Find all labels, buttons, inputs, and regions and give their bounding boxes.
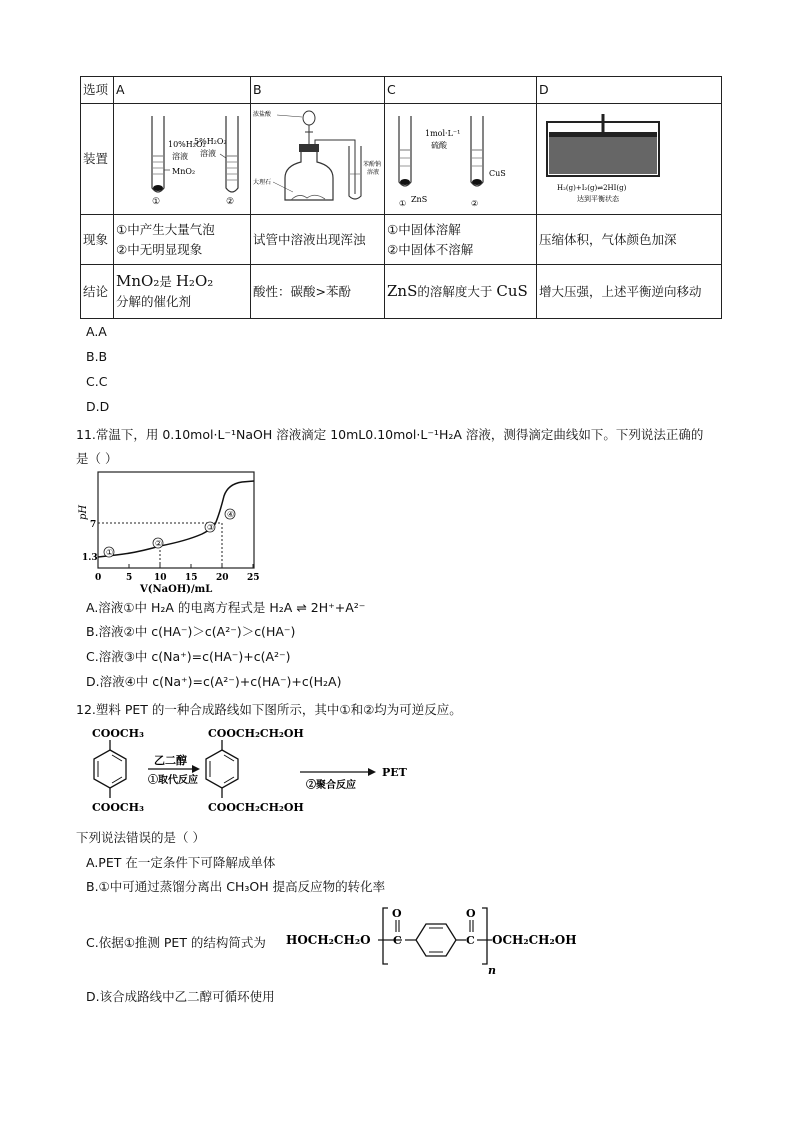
q12-stem: 12.塑料 PET 的一种合成路线如下图所示，其中①和②均为可逆反应。 <box>76 702 462 717</box>
repeat-n: n <box>488 964 496 976</box>
a-tube2-label1: 5%H₂O₂ <box>194 137 227 146</box>
pet-left-group: HOCH₂CH₂O <box>286 933 371 947</box>
row-label-device: 装置 <box>81 104 114 215</box>
row-label-conclusion: 结论 <box>81 265 114 319</box>
a-tube1-label1: 10%H₂O₂ <box>168 140 206 149</box>
conclusion-a2: 分解的催化剂 <box>116 294 192 309</box>
reactant-bottom: COOCH₃ <box>92 801 144 814</box>
oxygen-right: O <box>466 907 476 920</box>
q12-option-b[interactable]: B.①中可通过蒸馏分离出 CH₃OH 提高反应物的转化率 <box>86 879 386 894</box>
step1: ①取代反应 <box>148 775 198 786</box>
header-c: C <box>385 77 537 104</box>
conclusion-c <box>385 265 537 319</box>
phenomenon-c1: ①中固体溶解 <box>387 221 461 237</box>
options-table <box>80 76 722 319</box>
phenomenon-c <box>385 215 537 265</box>
a-tube1-label2: 溶液 <box>172 152 188 161</box>
carbon-right: C <box>466 934 475 947</box>
pet-structure-formula <box>286 904 586 976</box>
xtick-20: 20 <box>216 573 229 583</box>
q11-stem-line2: 是（ ） <box>76 451 118 466</box>
q10-option-c[interactable]: C.C <box>86 374 108 389</box>
titration-chart <box>76 466 266 596</box>
conclusion-a-h2o2: H₂O₂ <box>175 272 214 290</box>
device-row <box>81 104 722 215</box>
header-d: D <box>537 77 722 104</box>
conclusion-row <box>81 265 722 319</box>
conclusion-c-cus: CuS <box>496 282 528 300</box>
b-tube-label2: 溶液 <box>367 169 380 176</box>
row-label-phenomenon: 现象 <box>81 215 114 265</box>
phenomenon-row <box>81 215 722 265</box>
c-cus: CuS <box>489 169 506 178</box>
point-3: ③ <box>207 523 215 532</box>
q10-option-d[interactable]: D.D <box>86 399 110 414</box>
conclusion-d: 增大压强，上述平衡逆向移动 <box>537 265 722 319</box>
c-acid1: 1mol·L⁻¹ <box>425 129 461 138</box>
chart-ylabel: pH <box>78 504 89 520</box>
pet-right-group: OCH₂CH₂OH <box>492 933 577 947</box>
conclusion-a <box>114 265 251 319</box>
c-num1: ① <box>399 199 407 208</box>
carbon-left: C <box>393 934 402 947</box>
a-num2: ② <box>226 197 235 207</box>
q12-option-c[interactable]: C.依据①推测 PET 的结构简式为 <box>86 935 266 950</box>
oxygen-left: O <box>392 907 402 920</box>
header-option: 选项 <box>81 77 114 104</box>
q12-option-d[interactable]: D.该合成路线中乙二醇可循环使用 <box>86 989 275 1004</box>
conclusion-c-zns: ZnS <box>387 282 418 300</box>
q11-option-d[interactable]: D.溶液④中 c(Na⁺)=c(A²⁻)+c(HA⁻)+c(H₂A) <box>86 674 342 689</box>
q12-question: 下列说法错误的是（ ） <box>76 830 205 845</box>
q11-option-a[interactable]: A.溶液①中 H₂A 的电离方程式是 H₂A ⇌ 2H⁺+A²⁻ <box>86 600 366 615</box>
ytick-1-3: 1.3 <box>82 553 98 563</box>
device-c <box>385 104 537 215</box>
conclusion-a-mno2: MnO₂ <box>116 272 160 290</box>
phenomenon-d: 压缩体积，气体颜色加深 <box>537 215 722 265</box>
point-2: ② <box>155 539 163 548</box>
device-c-diagram <box>385 104 536 208</box>
conclusion-c-mid: 的溶解度大于 <box>417 284 493 299</box>
a-tube2-label2: 溶液 <box>200 149 216 158</box>
xtick-15: 15 <box>185 573 198 583</box>
device-d <box>537 104 722 215</box>
point-1: ① <box>106 548 114 557</box>
point-4: ④ <box>227 510 235 519</box>
phenomenon-a1: ①中产生大量气泡 <box>116 221 215 237</box>
final-product: PET <box>382 766 407 779</box>
d-eq: H₂(g)+I₂(g)⇌2HI(g) <box>557 184 627 192</box>
a-tube1-label3: MnO₂ <box>172 167 196 176</box>
q10-option-b[interactable]: B.B <box>86 349 108 364</box>
q11-stem-line1: 11.常温下，用 0.10mol·L⁻¹NaOH 溶液滴定 10mL0.10mol·L⁻¹H₂A 溶液，测得滴定曲线如下。下列说法正确的 <box>76 427 704 442</box>
chart-xlabel: V(NaOH)/mL <box>140 584 213 595</box>
device-b-diagram <box>251 104 384 208</box>
phenomenon-c2: ②中固体不溶解 <box>387 241 474 257</box>
step2: ②聚合反应 <box>306 780 356 791</box>
conclusion-a-is: 是 <box>159 274 172 289</box>
table-header-row <box>81 77 722 104</box>
header-b: B <box>251 77 385 104</box>
c-zns: ZnS <box>411 195 428 204</box>
device-a <box>114 104 251 215</box>
q12-option-a[interactable]: A.PET 在一定条件下可降解成单体 <box>86 855 276 870</box>
xtick-25: 25 <box>247 573 260 583</box>
xtick-0: 0 <box>95 573 102 583</box>
device-d-diagram <box>537 104 721 208</box>
a-num1: ① <box>152 197 161 207</box>
phenomenon-b: 试管中溶液出现浑浊 <box>251 215 385 265</box>
c-num2: ② <box>471 199 479 208</box>
product-top: COOCH₂CH₂OH <box>208 727 304 740</box>
product-bottom: COOCH₂CH₂OH <box>208 801 304 814</box>
d-state: 达到平衡状态 <box>577 195 619 203</box>
reagent: 乙二醇 <box>154 754 187 767</box>
device-b <box>251 104 385 215</box>
pet-synthesis-scheme <box>70 722 430 828</box>
device-a-diagram <box>114 104 250 208</box>
ytick-7: 7 <box>90 520 97 530</box>
xtick-5: 5 <box>126 573 133 583</box>
q10-option-a[interactable]: A.A <box>86 324 107 339</box>
conclusion-b: 酸性：碳酸>苯酚 <box>251 265 385 319</box>
b-funnel-label: 浓盐酸 <box>253 111 272 118</box>
b-tube-label: 苯酚钠 <box>363 161 382 168</box>
reactant-top: COOCH₃ <box>92 727 144 740</box>
b-flask-label: 大理石 <box>253 179 272 186</box>
c-acid2: 硫酸 <box>431 141 447 150</box>
phenomenon-a2: ②中无明显现象 <box>116 241 203 257</box>
header-a: A <box>114 77 251 104</box>
xtick-10: 10 <box>154 573 167 583</box>
q11-option-c[interactable]: C.溶液③中 c(Na⁺)=c(HA⁻)+c(A²⁻) <box>86 649 291 664</box>
phenomenon-a <box>114 215 251 265</box>
q11-option-b[interactable]: B.溶液②中 c(HA⁻)＞c(A²⁻)＞c(HA⁻) <box>86 624 296 639</box>
